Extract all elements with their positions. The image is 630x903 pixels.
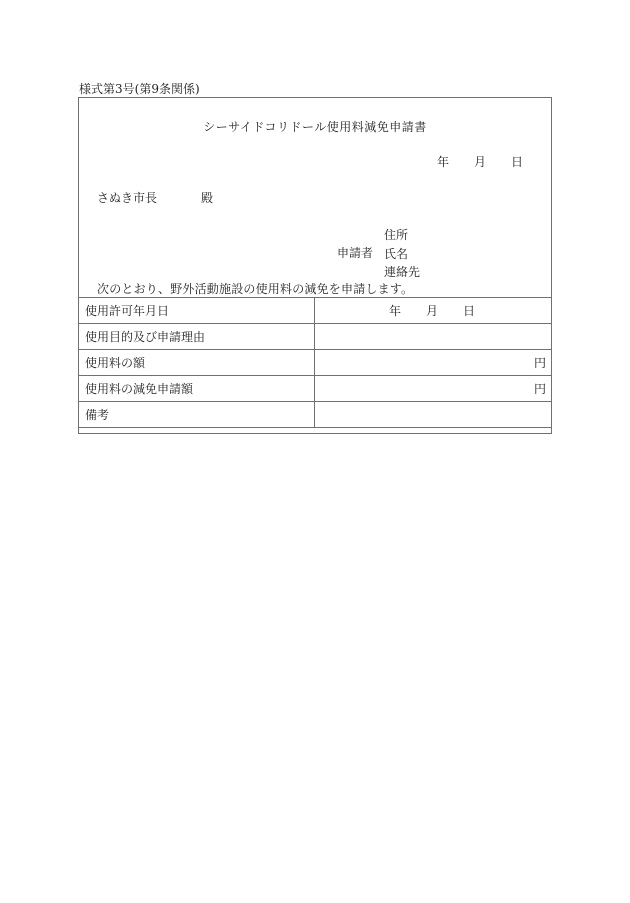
purpose-field[interactable] — [315, 324, 552, 350]
addressee-honorific: 殿 — [201, 191, 214, 205]
request-statement: 次のとおり、野外活動施設の使用料の減免を申請します。 — [97, 282, 414, 296]
applicant-address-label: 住所 — [384, 228, 409, 242]
row-label-reduction-amount: 使用料の減免申請額 — [79, 376, 315, 402]
remarks-field[interactable] — [315, 402, 552, 428]
addressee-name: さぬき市長 — [97, 191, 158, 205]
application-date — [412, 153, 523, 170]
form-number-label: 様式第3号(第9条関係) — [79, 82, 200, 96]
form-title: シーサイドコリドール使用料減免申請書 — [203, 120, 427, 134]
date-year-label: 年 — [436, 155, 449, 169]
applicant-contact-label: 連絡先 — [384, 265, 421, 279]
row-label-purpose: 使用目的及び申請理由 — [79, 324, 315, 350]
yen-unit: 円 — [533, 356, 546, 370]
date-month-label: 月 — [473, 155, 486, 169]
table-row — [79, 402, 552, 428]
application-details-table — [78, 297, 552, 428]
row-label-fee-amount: 使用料の額 — [79, 350, 315, 376]
table-row — [79, 298, 552, 324]
application-form-frame — [78, 97, 552, 434]
permit-day-label: 日 — [462, 304, 475, 318]
permit-date-field[interactable] — [315, 298, 552, 324]
row-label-permit-date: 使用許可年月日 — [79, 298, 315, 324]
table-row — [79, 376, 552, 402]
fee-amount-field[interactable] — [315, 350, 552, 376]
applicant-fields — [384, 226, 420, 282]
table-row — [79, 350, 552, 376]
applicant-name-label: 氏名 — [384, 246, 409, 261]
applicant-label: 申請者 — [337, 246, 374, 260]
table-row — [79, 324, 552, 350]
yen-unit: 円 — [533, 382, 546, 396]
permit-month-label: 月 — [425, 304, 438, 318]
date-day-label: 日 — [510, 155, 523, 169]
row-label-remarks: 備考 — [79, 402, 315, 428]
reduction-amount-field[interactable] — [315, 376, 552, 402]
addressee — [97, 189, 214, 206]
permit-year-label: 年 — [388, 304, 401, 318]
